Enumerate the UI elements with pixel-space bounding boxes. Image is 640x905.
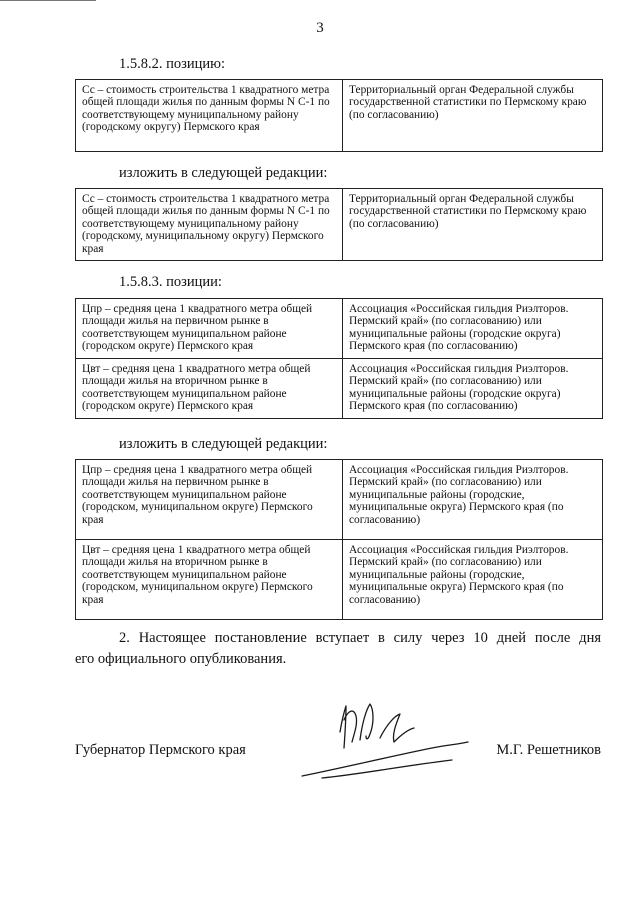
signatory-position: Губернатор Пермского края: [75, 742, 246, 758]
position-table: [75, 459, 603, 620]
table-row: [76, 80, 603, 152]
table-cell-definition: Цпр – средняя цена 1 квадратного метра общей площади жилья на первичном рынке в соответствующем муниципальном районе (городском, муниципальном округе) Пермского края: [76, 460, 343, 540]
section-heading: 1.5.8.3. позиции:: [119, 274, 222, 290]
table-cell-definition: Цвт – средняя цена 1 квадратного метра общей площади жилья на вторичном рынке в соответствующем муниципальном районе (городском, муниципальном округе) Пермского края: [76, 540, 343, 620]
paragraph-line: его официального опубликования.: [75, 651, 287, 667]
handwritten-signature: [282, 690, 472, 780]
table-cell-definition: Сс – стоимость строительства 1 квадратного метра общей площади жилья по данным формы N С-1 по соответствующему муниципальному району (городскому, муниципальному округу) Пермского края: [76, 189, 343, 261]
table-cell-definition: Цпр – средняя цена 1 квадратного метра общей площади жилья на первичном рынке в соответствующем муниципальном районе (городском округе) Пермского края: [76, 299, 343, 359]
position-table: [75, 79, 603, 152]
section-heading: изложить в следующей редакции:: [119, 436, 328, 452]
table-row: [76, 359, 603, 419]
table-cell-source: Ассоциация «Российская гильдия Риэлторов. Пермский край» (по согласованию) или муниципальные районы (городские, муниципальные округа) Пермского края (по согласованию): [343, 460, 603, 540]
table-row: [76, 540, 603, 620]
scan-edge-line: [0, 0, 96, 1]
table-cell-source: Территориальный орган Федеральной службы государственной статистики по Пермскому краю (по согласованию): [343, 80, 603, 152]
section-heading: 1.5.8.2. позицию:: [119, 56, 226, 72]
page-number: 3: [316, 20, 324, 36]
signatory-name: М.Г. Решетников: [496, 742, 601, 758]
effective-date-paragraph: [75, 628, 601, 670]
table-cell-source: Ассоциация «Российская гильдия Риэлторов. Пермский край» (по согласованию) или муниципальные районы (городские, муниципальные округа) Пермского края (по согласованию): [343, 540, 603, 620]
table-cell-definition: Сс – стоимость строительства 1 квадратного метра общей площади жилья по данным формы N С-1 по соответствующему муниципальному району (городскому округу) Пермского края: [76, 80, 343, 152]
table-row: [76, 299, 603, 359]
table-row: [76, 460, 603, 540]
section-heading: изложить в следующей редакции:: [119, 165, 328, 181]
table-cell-definition: Цвт – средняя цена 1 квадратного метра общей площади жилья на вторичном рынке в соответствующем муниципальном районе (городском округе) Пермского края: [76, 359, 343, 419]
table-row: [76, 189, 603, 261]
paragraph-line: 2. Настоящее постановление вступает в силу через 10 дней после дня: [119, 630, 601, 646]
table-cell-source: Ассоциация «Российская гильдия Риэлторов. Пермский край» (по согласованию) или муниципальные районы (городские округа) Пермского края (по согласованию): [343, 299, 603, 359]
table-cell-source: Территориальный орган Федеральной службы государственной статистики по Пермскому краю (по согласованию): [343, 189, 603, 261]
position-table: [75, 298, 603, 419]
position-table: [75, 188, 603, 261]
table-cell-source: Ассоциация «Российская гильдия Риэлторов. Пермский край» (по согласованию) или муниципальные районы (городские округа) Пермского края (по согласованию): [343, 359, 603, 419]
